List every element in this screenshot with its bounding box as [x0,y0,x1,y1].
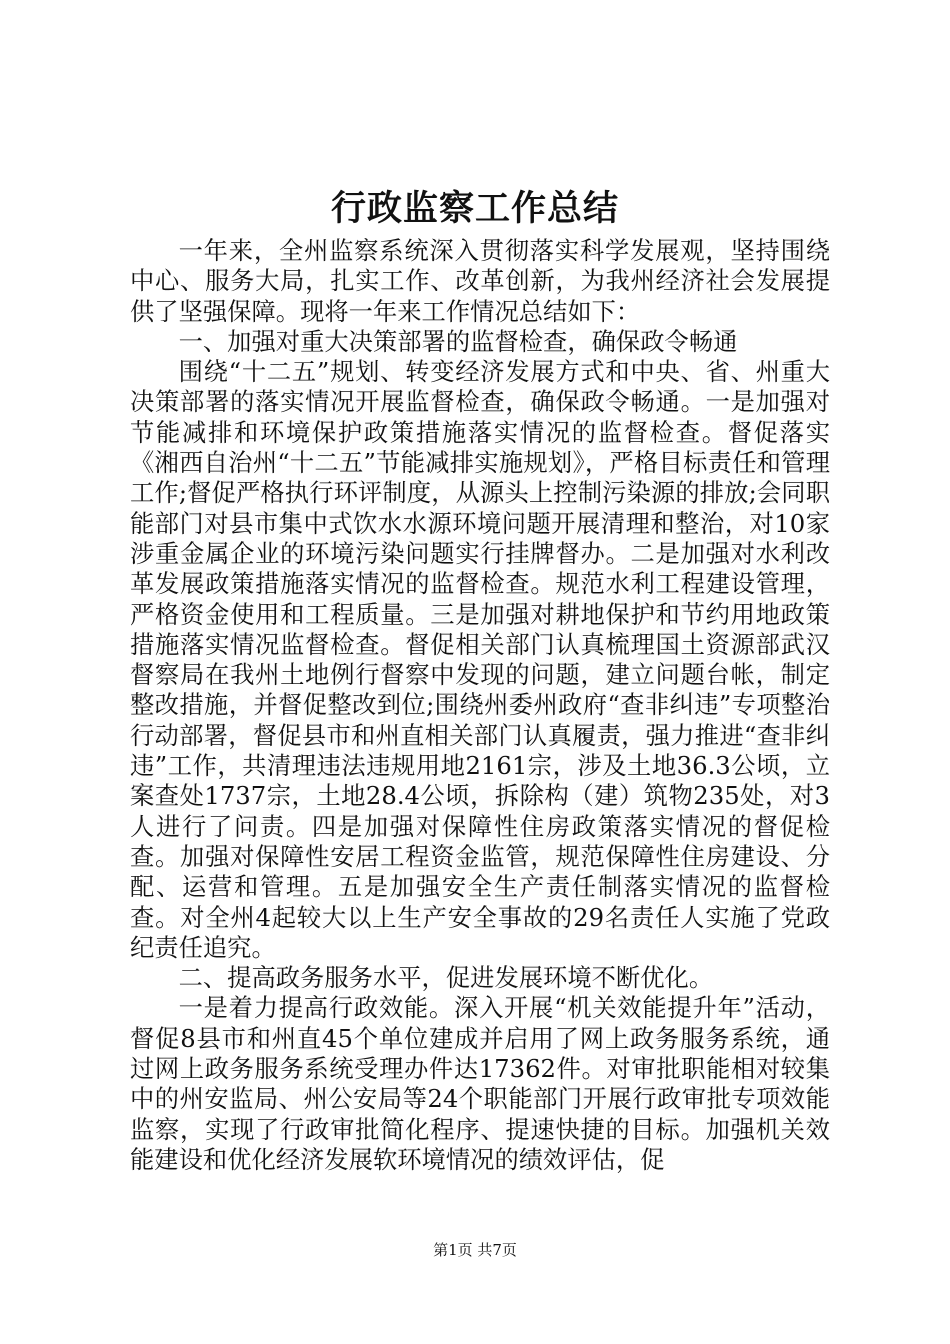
section-heading-2: 二、提高政务服务水平，促进发展环境不断优化。 [178,963,714,993]
paragraph-section-2: 一是着力提高行政效能。深入开展“机关效能提升年”活动，督促8县市和州直45个单位建成并启用了网上政务服务系统，通过网上政务服务系统受理办件达17362件。对审批职能相对较集中的州安监局、州公安局等24个职能部门开展行政审批专项效能监察，实现了行政审批简化程序、提速快捷的目标。加强机关效能建设和优化经济发展软环境情况的绩效评估，促 [130,993,830,1174]
page-number: 第1页 共7页 [433,1241,517,1259]
paragraph-section-1: 围绕“十二五”规划、转变经济发展方式和中央、省、州重大决策部署的落实情况开展监督检查，确保政令畅通。一是加强对节能减排和环境保护政策措施落实情况的监督检查。督促落实《湘西自治州“十二五”节能减排实施规划》，严格目标责任和管理工作;督促严格执行环评制度，从源头上控制污染源的排放;会同职能部门对县市集中式饮水水源环境问题开展清理和整治，对10家涉重金属企业的环境污染问题实行挂牌督办。二是加强对水利改革发展政策措施落实情况的监督检查。规范水利工程建设管理，严格资金使用和工程质量。三是加强对耕地保护和节约用地政策措施落实情况监督检查。督促相关部门认真梳理国土资源部武汉督察局在我州土地例行督察中发现的问题，建立问题台帐，制定整改措施，并督促整改到位;围绕州委州政府“查非纠违”专项整治行动部署，督促县市和州直相关部门认真履责，强力推进“查非纠违”工作，共清理违法违规用地2161宗，涉及土地36.3公顷，立案查处1737宗，土地28.4公顷，拆除构（建）筑物235处，对3人进行了问责。四是加强对保障性住房政策落实情况的督促检查。加强对保障性安居工程资金监管，规范保障性住房建设、分配、运营和管理。五是加强安全生产责任制落实情况的监督检查。对全州4起较大以上生产安全事故的29名责任人实施了党政纪责任追究。 [130,357,830,962]
section-heading-1: 一、加强对重大决策部署的监督检查，确保政令畅通 [178,326,738,356]
paragraph-intro: 一年来，全州监察系统深入贯彻落实科学发展观，坚持围绕中心、服务大局，扎实工作、改革创新，为我州经济社会发展提供了坚强保障。现将一年来工作情况总结如下： [130,236,830,326]
document-body [130,236,830,1175]
document-title: 行政监察工作总结 [330,188,619,229]
